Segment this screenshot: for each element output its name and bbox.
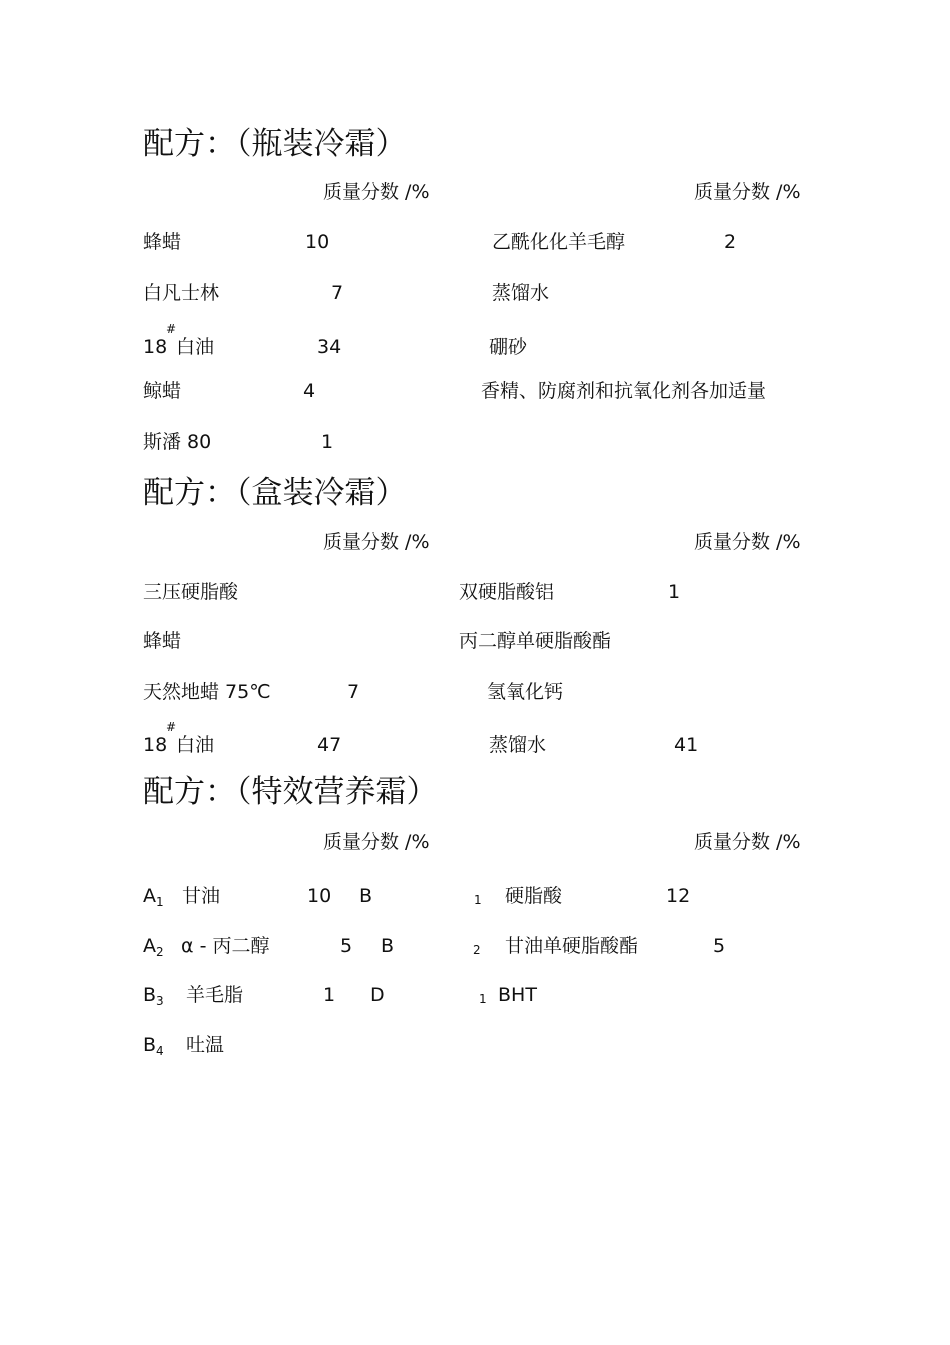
- component-code: $A_1$: [143, 885, 164, 909]
- ingredient-name: 天然地蜡 75℃: [143, 681, 271, 703]
- component-code: D: [370, 984, 385, 1006]
- section-3-title: 配方：（特效营养霜）: [143, 774, 438, 810]
- ingredient-value: 41: [674, 734, 699, 756]
- ingredient-name: 蜂蜡: [143, 231, 182, 253]
- ingredient-name: 吐温: [186, 1034, 225, 1056]
- ingredient-name: 蒸馏水: [489, 734, 547, 756]
- ingredient-name: 18: [143, 734, 168, 756]
- ingredient-value: 2: [724, 231, 737, 253]
- component-subscript: 1: [474, 893, 482, 907]
- ingredient-name: 氢氧化钙: [487, 681, 564, 703]
- ingredient-name: 18: [143, 336, 168, 358]
- ingredient-value: 10: [307, 885, 332, 907]
- ingredient-name: 白凡士林: [143, 282, 220, 304]
- ingredient-value: 10: [305, 231, 330, 253]
- section-2-title: 配方：（盒装冷霜）: [143, 475, 407, 511]
- ingredient-value: 7: [331, 282, 344, 304]
- ingredient-name: 硼砂: [489, 336, 528, 358]
- col-header-right: 质量分数 /%: [694, 831, 801, 853]
- ingredient-name: 蜂蜡: [143, 630, 182, 652]
- ingredient-name: 鲸蜡: [143, 380, 182, 402]
- superscript-mark: #: [166, 322, 177, 336]
- ingredient-value: 5: [713, 935, 726, 957]
- component-code: $B_3$: [143, 984, 164, 1008]
- component-subscript: 1: [479, 992, 487, 1006]
- ingredient-name: BHT: [498, 984, 537, 1006]
- ingredient-value: 47: [317, 734, 342, 756]
- ingredient-value: 1: [321, 431, 334, 453]
- ingredient-name: 蒸馏水: [492, 282, 550, 304]
- ingredient-name: α - 丙二醇: [181, 935, 270, 957]
- ingredient-value: 7: [347, 681, 360, 703]
- ingredient-value: 5: [340, 935, 353, 957]
- ingredient-name: 白油: [176, 734, 215, 756]
- ingredient-name: 甘油: [182, 885, 221, 907]
- col-header-left: 质量分数 /%: [323, 831, 430, 853]
- col-header-right: 质量分数 /%: [694, 181, 801, 203]
- ingredient-value: 12: [666, 885, 691, 907]
- ingredient-name: 双硬脂酸铝: [459, 581, 555, 603]
- ingredient-name: 斯潘 80: [143, 431, 212, 453]
- ingredient-name: 乙酰化化羊毛醇: [492, 231, 626, 253]
- component-code: B: [381, 935, 395, 957]
- ingredient-value: 1: [668, 581, 681, 603]
- component-code: $B_4$: [143, 1034, 164, 1058]
- ingredient-name: 硬脂酸: [505, 885, 563, 907]
- superscript-mark: #: [166, 720, 177, 734]
- ingredient-name: 三压硬脂酸: [143, 581, 239, 603]
- col-header-left: 质量分数 /%: [323, 181, 430, 203]
- ingredient-name: 丙二醇单硬脂酸酯: [459, 630, 612, 652]
- component-code: B: [359, 885, 373, 907]
- ingredient-name: 羊毛脂: [186, 984, 244, 1006]
- ingredient-value: 34: [317, 336, 342, 358]
- ingredient-value: 1: [323, 984, 336, 1006]
- col-header-right: 质量分数 /%: [694, 531, 801, 553]
- ingredient-value: 4: [303, 380, 316, 402]
- ingredient-name: 白油: [176, 336, 215, 358]
- ingredient-name: 甘油单硬脂酸酯: [505, 935, 639, 957]
- ingredient-name: 香精、防腐剂和抗氧化剂各加适量: [481, 380, 767, 402]
- component-code: $A_2$: [143, 935, 164, 959]
- section-1-title: 配方：（瓶装冷霜）: [143, 126, 407, 162]
- col-header-left: 质量分数 /%: [323, 531, 430, 553]
- component-subscript: 2: [473, 943, 481, 957]
